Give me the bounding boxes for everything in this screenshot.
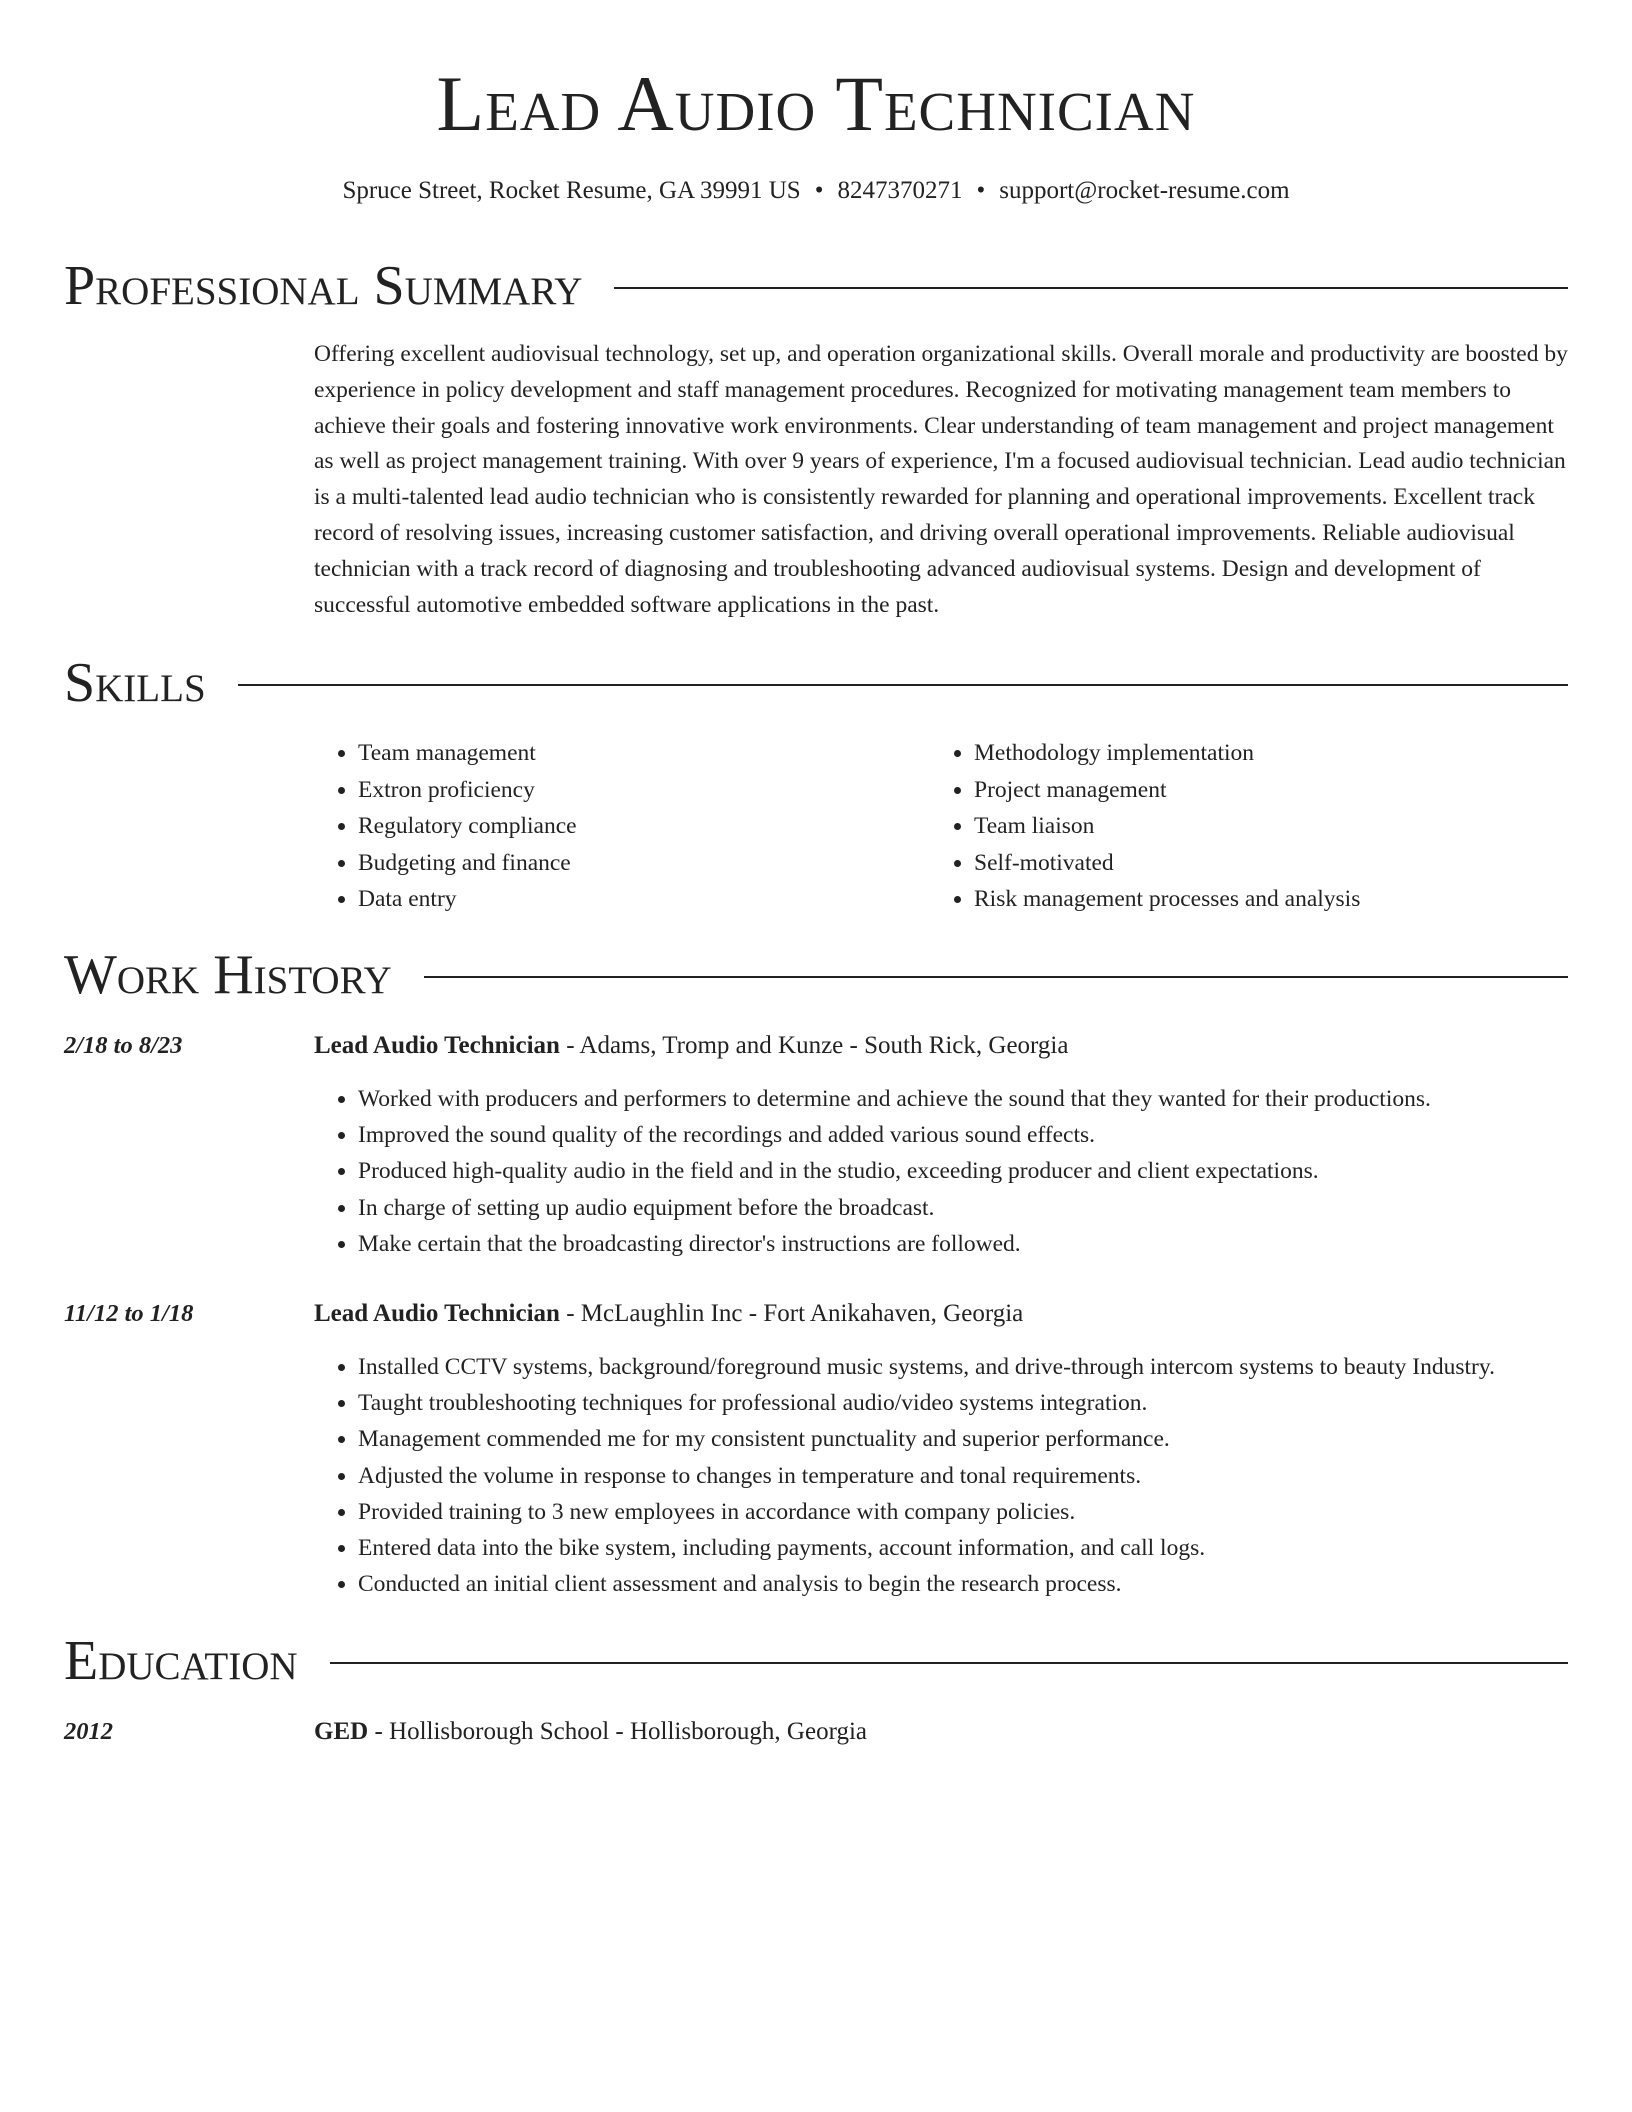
section-divider <box>330 1662 1568 1664</box>
summary-section-header <box>64 254 1568 318</box>
skills-section-title: Skills <box>64 652 206 714</box>
job-bullet: • Improved the sound quality of the recordings and added various sound effects. <box>358 1117 1431 1153</box>
skill-item: • Budgeting and finance <box>358 845 918 882</box>
job-heading <box>314 1298 1023 1330</box>
contact-phone: 8247370271 <box>837 177 963 204</box>
contact-separator: • <box>814 177 824 204</box>
skill-item: • Extron proficiency <box>358 772 918 809</box>
job-bullets <box>314 1349 1495 1602</box>
summary-text: Offering excellent audiovisual technology, set up, and operation organizational skills. Overall morale and productivity are boosted by experience in policy development and staff management procedures. Recognized for motivating management team members to achieve their goals and fostering innovative work environments. Clear understanding of team management and project management as well as project management training. With over 9 years of experience, I'm a focused audiovisual technician. Lead audio technician is a multi-talented lead audio technician who is consistently rewarded for planning and operational improvements. Excellent track record of resolving issues, increasing customer satisfaction, and driving overall operational improvements. Reliable audiovisual technician with a track record of diagnosing and troubleshooting advanced audiovisual systems. Design and development of successful automotive embedded software applications in the past. <box>314 341 1568 618</box>
job-employer-location: - Adams, Tromp and Kunze - South Rick, Georgia <box>559 1032 1069 1059</box>
skills-section-header <box>64 651 1568 715</box>
job-bullet: • Worked with producers and performers to determine and achieve the sound that they wanted for their productions. <box>358 1081 1431 1117</box>
education-year: 2012 <box>64 1718 113 1745</box>
job-bullet: • Make certain that the broadcasting director's instructions are followed. <box>358 1226 1431 1262</box>
job-bullet: • Entered data into the bike system, including payments, account information, and call logs. <box>358 1530 1495 1566</box>
job-role: Lead Audio Technician <box>314 1300 560 1327</box>
section-divider <box>614 287 1568 289</box>
job-bullet: • Provided training to 3 new employees in accordance with company policies. <box>358 1494 1495 1530</box>
contact-separator: • <box>976 177 986 204</box>
skills-list-right <box>930 735 1614 918</box>
job-employer-location: - McLaughlin Inc - Fort Anikahaven, Georgia <box>559 1300 1024 1327</box>
skill-item: • Methodology implementation <box>974 735 1614 772</box>
skill-item: • Data entry <box>358 881 918 918</box>
job-role: Lead Audio Technician <box>314 1032 560 1059</box>
education-school-location: - Hollisborough School - Hollisborough, Georgia <box>368 1718 867 1745</box>
skill-item: • Project management <box>974 772 1614 809</box>
job-bullet: • Taught troubleshooting techniques for professional audio/video systems integration. <box>358 1385 1495 1421</box>
section-divider <box>424 976 1568 978</box>
skill-item: • Team liaison <box>974 808 1614 845</box>
work-section-header <box>64 943 1568 1007</box>
job-bullet: • Installed CCTV systems, background/foreground music systems, and drive-through intercom systems to beauty Industry. <box>358 1349 1495 1385</box>
job-dates: 2/18 to 8/23 <box>64 1032 183 1059</box>
contact-email: support@rocket-resume.com <box>999 177 1290 204</box>
skill-item: • Self-motivated <box>974 845 1614 882</box>
skills-list-left <box>314 735 918 918</box>
work-section-title: Work History <box>64 944 392 1006</box>
contact-address: Spruce Street, Rocket Resume, GA 39991 US <box>342 177 801 204</box>
education-degree: GED <box>314 1718 369 1745</box>
job-bullet: • Management commended me for my consistent punctuality and superior performance. <box>358 1421 1495 1457</box>
job-dates: 11/12 to 1/18 <box>64 1300 194 1327</box>
job-bullet: • Adjusted the volume in response to changes in temperature and tonal requirements. <box>358 1458 1495 1494</box>
skill-item: • Regulatory compliance <box>358 808 918 845</box>
skill-item: • Risk management processes and analysis <box>974 881 1614 918</box>
skill-item: • Team management <box>358 735 918 772</box>
job-bullet: • Produced high-quality audio in the field and in the studio, exceeding producer and client expectations. <box>358 1153 1431 1189</box>
summary-section-title: Professional Summary <box>64 255 583 317</box>
education-heading <box>314 1716 867 1748</box>
job-bullet: • Conducted an initial client assessment and analysis to begin the research process. <box>358 1566 1495 1602</box>
education-section-header <box>64 1629 1568 1693</box>
contact-line <box>0 175 1632 207</box>
job-heading <box>314 1030 1068 1062</box>
education-section-title: Education <box>64 1630 298 1692</box>
job-bullets <box>314 1081 1431 1262</box>
job-bullet: • In charge of setting up audio equipment before the broadcast. <box>358 1190 1431 1226</box>
resume-name-title: Lead Audio Technician <box>436 60 1196 147</box>
section-divider <box>238 684 1568 686</box>
